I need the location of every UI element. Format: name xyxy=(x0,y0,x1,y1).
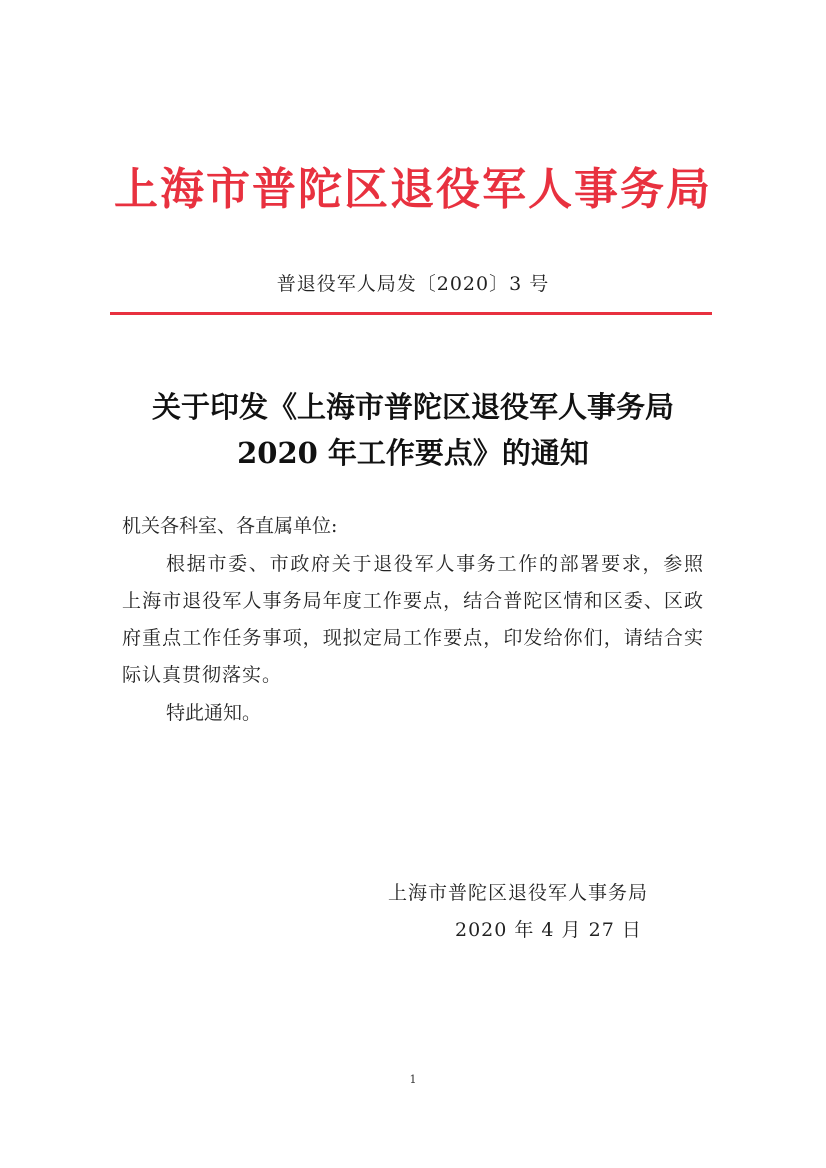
body-paragraph: 根据市委、市政府关于退役军人事务工作的部署要求，参照上海市退役军人事务局年度工作要点，结合普陀区情和区委、区政府重点工作任务事项，现拟定局工作要点，印发给你们，请结合实际认真贯彻落实。 xyxy=(122,553,704,686)
issue-date: 2020 年 4 月 27 日 xyxy=(455,919,642,941)
page-number: 1 xyxy=(409,1073,417,1086)
document-title xyxy=(0,384,826,476)
title-line-1: 关于印发《上海市普陀区退役军人事务局 xyxy=(151,390,674,424)
red-divider-line xyxy=(110,312,712,315)
issuing-organization-header: 上海市普陀区退役军人事务局 xyxy=(114,164,712,215)
closing-line: 特此通知。 xyxy=(166,702,262,724)
document-number: 普退役军人局发〔2020〕3 号 xyxy=(276,273,550,295)
signature-organization: 上海市普陀区退役军人事务局 xyxy=(388,882,649,904)
title-line-2: 2020 年工作要点》的通知 xyxy=(237,436,589,470)
salutation: 机关各科室、各直属单位: xyxy=(122,515,338,537)
